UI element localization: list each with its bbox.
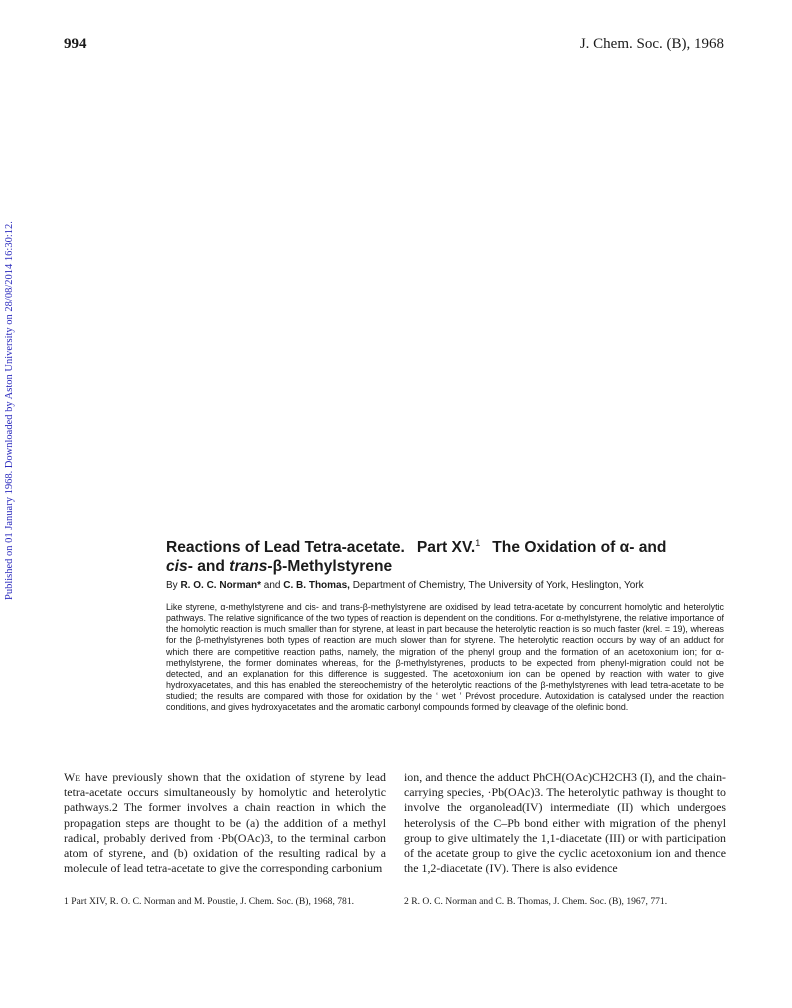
body-column-right xyxy=(404,770,726,876)
download-notice[interactable]: Published on 01 January 1968. Downloaded by Aston University on 28/08/2014 16:30:12. xyxy=(4,221,15,600)
title-part-2: Part XV. xyxy=(416,539,476,557)
title-trans: trans xyxy=(229,558,268,576)
body-text-right: ion, and thence the adduct PhCH(OAc)CH2CH3 (I), and the chain-carrying species, ·Pb(OAc)3. The heterolytic pathway is thought to involve the organolead(IV) intermediate (II) which undergoes heterolysis of the C–Pb bond either with migration of the phenyl group to give ultimately the 1,1-diacetate (III) or with participation of the acetate group to give the cyclic acetoxonium ion and thence the 1,2-diacetate (IV). There is also evidence xyxy=(404,770,726,876)
abstract-text: Like styrene, α-methylstyrene and cis- and trans-β-methylstyrene are oxidised by lead tetra-acetate by concurrent homolytic and heterolytic pathways. The relative significance of the two types of reaction is dependent on the conditions. For α-methylstyrene, the relative importance of the homolytic reaction is much smaller than for styrene, at least in part because the heterolytic reaction is so much faster (krel. = 19), whereas for the β-methylstyrenes both types of reaction are much slower than for styrene. The heterolytic reaction occurs by way of an adduct for which there are competitive reaction paths, namely, the migration of the phenyl group and the formation of an acetoxonium ion; for α-methylstyrene, the former dominates whereas, for the β-methylstyrenes, products to be expected from phenyl-migration could not be detected, and an explanation for this difference is suggested. The acetoxonium ion can be opened by reaction with water to give hydroxyacetates, and this has enabled the stereochemistry of the heterolytic reactions of the β-methylstyrenes with lead tetra-acetate to be studied; the results are compared with those for oxidation by the ‘ wet ’ Prévost procedure. Autoxidation is catalysed under the reaction conditions, and gives hydroxyacetates and the aromatic carbonyl compounds formed by cleavage of the olefinic bond. xyxy=(166,602,724,713)
authors-by: By xyxy=(166,580,181,591)
article-title xyxy=(166,534,726,576)
lead-word: We xyxy=(64,770,81,784)
author-affiliation: Department of Chemistry, The University of York, Heslington, York xyxy=(349,580,644,591)
footnote-2: 2 R. O. C. Norman and C. B. Thomas, J. Chem. Soc. (B), 1967, 771. xyxy=(404,896,668,907)
journal-reference: J. Chem. Soc. (B), 1968 xyxy=(579,36,724,52)
page-number: 994 xyxy=(64,36,87,52)
title-cis: cis xyxy=(166,558,188,576)
body-column-left xyxy=(64,770,386,876)
body-text-left: have previously shown that the oxidation of styrene by lead tetra-acetate occurs simultaneously by homolytic and heterolytic pathways.2 The former involves a chain reaction in which the propagation steps are thought to be (a) the addition of a methyl radical, probably derived from ·Pb(OAc)3, to the terminal carbon atom of styrene, and (b) oxidation of the resulting radical by a molecule of lead tetra-acetate to give the corresponding carbonium xyxy=(64,770,386,876)
footnote-1: 1 Part XIV, R. O. C. Norman and M. Poustie, J. Chem. Soc. (B), 1968, 781. xyxy=(64,896,355,907)
author-line xyxy=(166,580,726,591)
abstract xyxy=(166,602,724,714)
title-part-1: Reactions of Lead Tetra-acetate. xyxy=(166,539,405,557)
author-thomas: C. B. Thomas, xyxy=(283,580,350,591)
title-end: -β-Methylstyrene xyxy=(267,558,393,576)
authors-and: and xyxy=(261,580,284,591)
title-footnote-marker[interactable]: 1 xyxy=(475,538,481,548)
title-part-3: The Oxidation of α- and xyxy=(492,539,667,557)
title-mid: - and xyxy=(187,558,230,576)
author-norman: R. O. C. Norman* xyxy=(180,580,262,591)
